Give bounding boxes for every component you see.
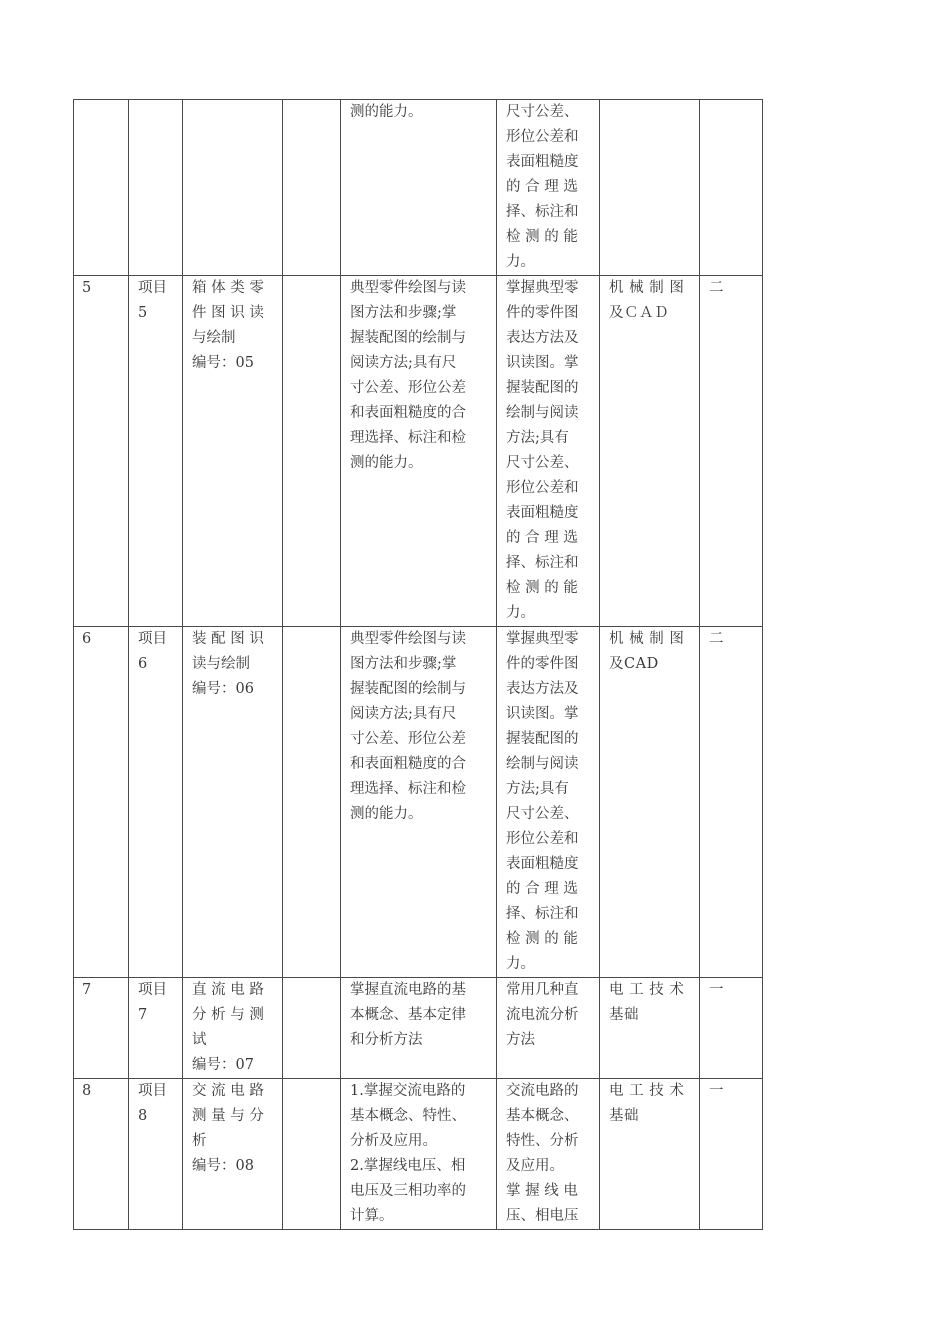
hours-cell xyxy=(283,627,341,978)
requirements-cell: 典型零件绘图与读 图方法和步骤;掌 握装配图的绘制与 阅读方法;具有尺 寸公差、形位公差 和表面粗糙度的合 理选择、标注和检 测的能力。 xyxy=(341,627,497,978)
row-number-cell xyxy=(74,100,129,276)
document-page xyxy=(73,99,763,1230)
hours-cell xyxy=(283,276,341,627)
objectives-cell: 尺寸公差、 形位公差和 表面粗糙度 的 合 理 选 择、标注和 检 测 的 能 力。 xyxy=(497,100,600,276)
objectives-cell: 掌握典型零 件的零件图 表达方法及 识读图。掌 握装配图的 绘制与阅读 方法;具有 尺寸公差、 形位公差和 表面粗糙度 的 合 理 选 择、标注和 检 测 的 能 力。 xyxy=(497,627,600,978)
project-name-cell: 直 流 电 路 分 析 与 测 试 编号：07 xyxy=(183,978,283,1079)
project-name-cell: 交 流 电 路 测 量 与 分 析 编号：08 xyxy=(183,1079,283,1230)
course-cell: 电 工 技 术 基础 xyxy=(600,978,700,1079)
table-row xyxy=(74,627,763,978)
hours-cell xyxy=(283,1079,341,1230)
table-row xyxy=(74,978,763,1079)
requirements-cell: 1.掌握交流电路的 基本概念、特性、 分析及应用。 2.掌握线电压、相 电压及三相功率的 计算。 xyxy=(341,1079,497,1230)
project-cell: 项目 6 xyxy=(129,627,183,978)
objectives-cell: 交流电路的 基本概念、 特性、分析 及应用。 掌 握 线 电 压、相电压 xyxy=(497,1079,600,1230)
hours-cell xyxy=(283,100,341,276)
semester-cell xyxy=(700,100,763,276)
project-name-cell xyxy=(183,100,283,276)
semester-cell: 一 xyxy=(700,1079,763,1230)
objectives-cell: 常用几种直 流电流分析 方法 xyxy=(497,978,600,1079)
row-number-cell: 7 xyxy=(74,978,129,1079)
table-body xyxy=(74,100,763,1230)
project-name-cell: 装 配 图 识 读与绘制 编号：06 xyxy=(183,627,283,978)
course-cell: 机 械 制 图 及ＣＡＤ xyxy=(600,276,700,627)
semester-cell: 二 xyxy=(700,627,763,978)
semester-cell: 二 xyxy=(700,276,763,627)
course-cell xyxy=(600,100,700,276)
hours-cell xyxy=(283,978,341,1079)
row-number-cell: 8 xyxy=(74,1079,129,1230)
course-cell: 电 工 技 术 基础 xyxy=(600,1079,700,1230)
row-number-cell: 5 xyxy=(74,276,129,627)
semester-cell: 一 xyxy=(700,978,763,1079)
course-project-table xyxy=(73,99,763,1230)
requirements-cell: 典型零件绘图与读 图方法和步骤;掌 握装配图的绘制与 阅读方法;具有尺 寸公差、形位公差 和表面粗糙度的合 理选择、标注和检 测的能力。 xyxy=(341,276,497,627)
project-cell: 项目 5 xyxy=(129,276,183,627)
project-name-cell: 箱 体 类 零 件 图 识 读 与绘制 编号：05 xyxy=(183,276,283,627)
project-cell: 项目 8 xyxy=(129,1079,183,1230)
project-cell xyxy=(129,100,183,276)
table-row xyxy=(74,100,763,276)
table-row xyxy=(74,276,763,627)
project-cell: 项目 7 xyxy=(129,978,183,1079)
row-number-cell: 6 xyxy=(74,627,129,978)
requirements-cell: 测的能力。 xyxy=(341,100,497,276)
table-row xyxy=(74,1079,763,1230)
requirements-cell: 掌握直流电路的基 本概念、基本定律 和分析方法 xyxy=(341,978,497,1079)
objectives-cell: 掌握典型零 件的零件图 表达方法及 识读图。掌 握装配图的 绘制与阅读 方法;具有 尺寸公差、 形位公差和 表面粗糙度 的 合 理 选 择、标注和 检 测 的 能 力。 xyxy=(497,276,600,627)
course-cell: 机 械 制 图 及CAD xyxy=(600,627,700,978)
